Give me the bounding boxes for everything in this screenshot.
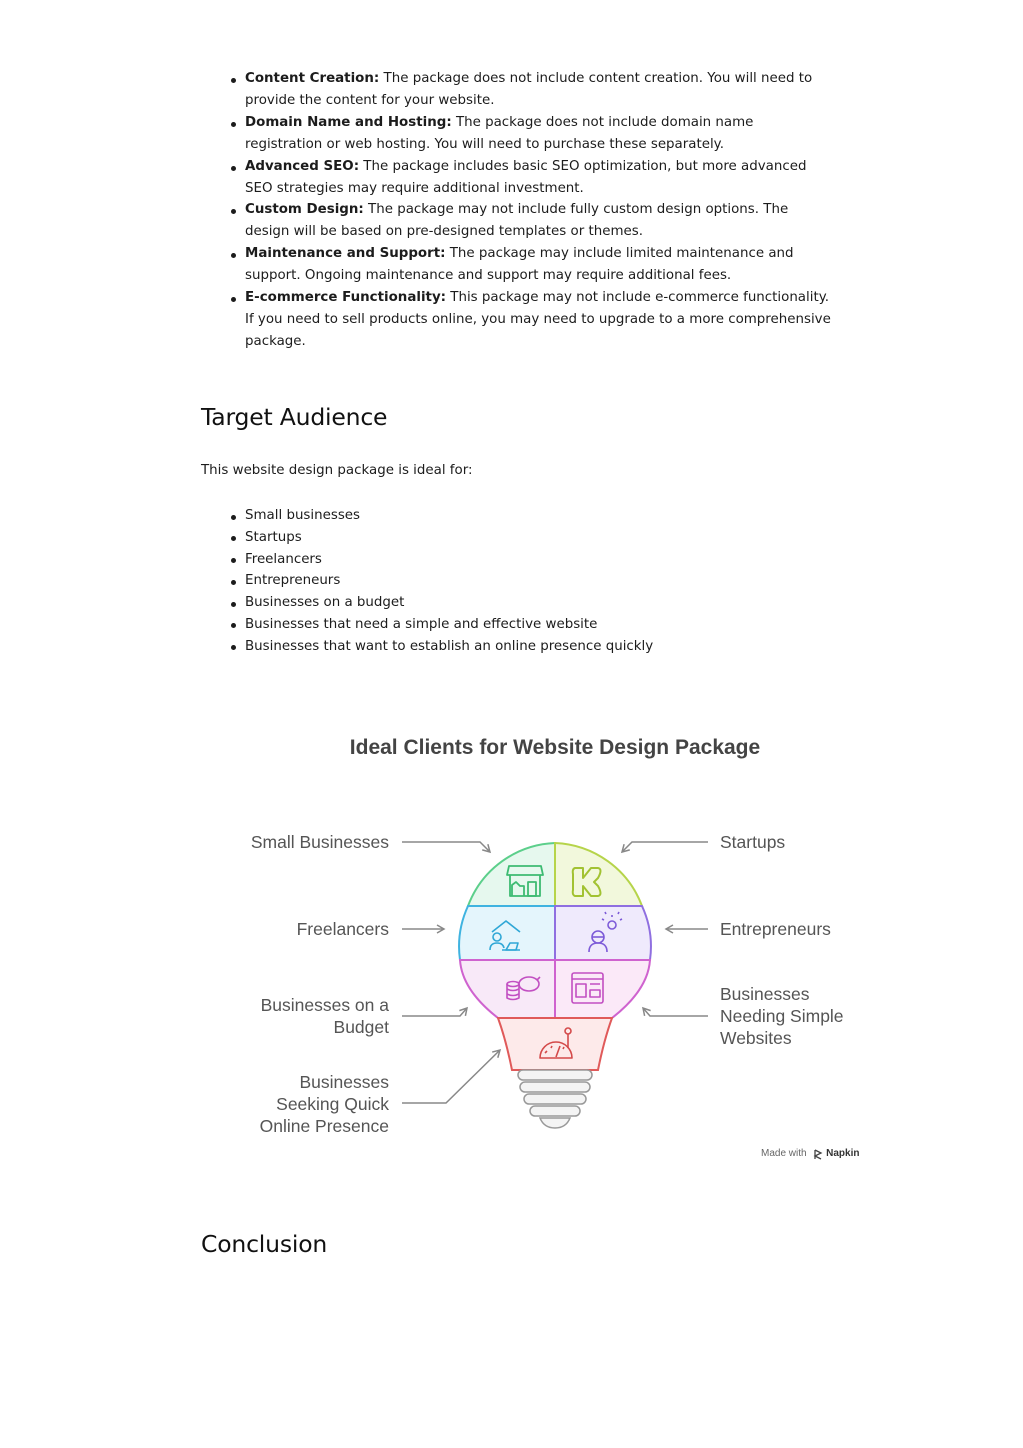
label-budget bbox=[261, 994, 389, 1038]
item-text: The package does not include content creation. You will need to provide the content for your website. bbox=[245, 71, 813, 108]
list-item bbox=[222, 243, 832, 287]
label-line: Businesses bbox=[720, 984, 810, 1004]
list-item bbox=[222, 287, 832, 353]
diagram-title: Ideal Clients for Website Design Package bbox=[349, 736, 761, 759]
label-line: Businesses on a bbox=[260, 995, 389, 1015]
item-term: Custom Design: bbox=[245, 202, 364, 218]
credit-prefix: Made with bbox=[761, 1148, 807, 1159]
section-heading-target-audience: Target Audience bbox=[201, 403, 388, 431]
section-heading-conclusion: Conclusion bbox=[201, 1230, 328, 1258]
arrow-startups bbox=[622, 842, 708, 852]
label-line: Businesses bbox=[299, 1072, 389, 1092]
segment-freelancers bbox=[459, 906, 555, 960]
segment-quick-presence bbox=[498, 1018, 612, 1070]
item-term: E-commerce Functionality: bbox=[245, 290, 447, 306]
label-line: Budget bbox=[333, 1017, 389, 1037]
label-freelancers: Freelancers bbox=[296, 919, 389, 939]
arrow-quick-presence bbox=[402, 1050, 500, 1103]
lightbulb-graphic bbox=[0, 720, 1023, 1180]
label-line: Websites bbox=[720, 1028, 792, 1048]
item-text: The package includes basic SEO optimization, but more advanced SEO strategies may require additional investment. bbox=[245, 158, 807, 196]
list-item: Entrepreneurs bbox=[222, 570, 653, 592]
list-item: Businesses that want to establish an online presence quickly bbox=[222, 636, 653, 658]
limitations-list bbox=[222, 68, 832, 353]
arrow-budget bbox=[402, 1008, 467, 1016]
list-item bbox=[222, 199, 832, 243]
label-quick-presence bbox=[260, 1071, 389, 1137]
list-item bbox=[222, 112, 832, 156]
list-item: Small businesses bbox=[222, 505, 653, 527]
arrow-simple-websites bbox=[643, 1008, 708, 1016]
list-item bbox=[222, 68, 832, 112]
label-entrepreneurs: Entrepreneurs bbox=[720, 919, 831, 939]
label-line: Online Presence bbox=[259, 1116, 389, 1136]
label-simple-websites bbox=[720, 983, 844, 1049]
credit-brand: Napkin bbox=[826, 1148, 860, 1159]
list-item: Businesses on a budget bbox=[222, 592, 653, 614]
napkin-credit bbox=[761, 1148, 859, 1159]
item-term: Domain Name and Hosting: bbox=[245, 114, 452, 130]
label-line: Needing Simple bbox=[720, 1006, 844, 1026]
item-term: Advanced SEO: bbox=[245, 158, 360, 174]
label-startups: Startups bbox=[720, 832, 786, 852]
list-item: Businesses that need a simple and effective website bbox=[222, 614, 653, 636]
label-small-businesses: Small Businesses bbox=[250, 832, 389, 852]
label-line: Seeking Quick bbox=[276, 1094, 389, 1114]
target-intro: This website design package is ideal for: bbox=[201, 463, 473, 478]
list-item bbox=[222, 156, 832, 200]
item-text: The package does not include domain name registration or web hosting. You will need to purchase these separately. bbox=[245, 114, 754, 152]
bulb-base bbox=[518, 1070, 592, 1128]
list-item: Startups bbox=[222, 527, 653, 549]
item-term: Content Creation: bbox=[245, 71, 380, 86]
ideal-clients-diagram bbox=[0, 720, 1023, 1180]
arrow-small-businesses bbox=[402, 842, 490, 852]
item-text: The package may not include fully custom design options. The design will be based on pre-designed templates or themes. bbox=[245, 202, 789, 240]
list-item: Freelancers bbox=[222, 549, 653, 571]
item-text: The package may include limited maintenance and support. Ongoing maintenance and support may require additional fees. bbox=[245, 246, 794, 284]
item-term: Maintenance and Support: bbox=[245, 246, 446, 262]
audience-list bbox=[222, 505, 653, 658]
item-text: This package may not include e-commerce functionality. If you need to sell products online, you may need to upgrade to a more comprehensive package. bbox=[245, 290, 831, 349]
